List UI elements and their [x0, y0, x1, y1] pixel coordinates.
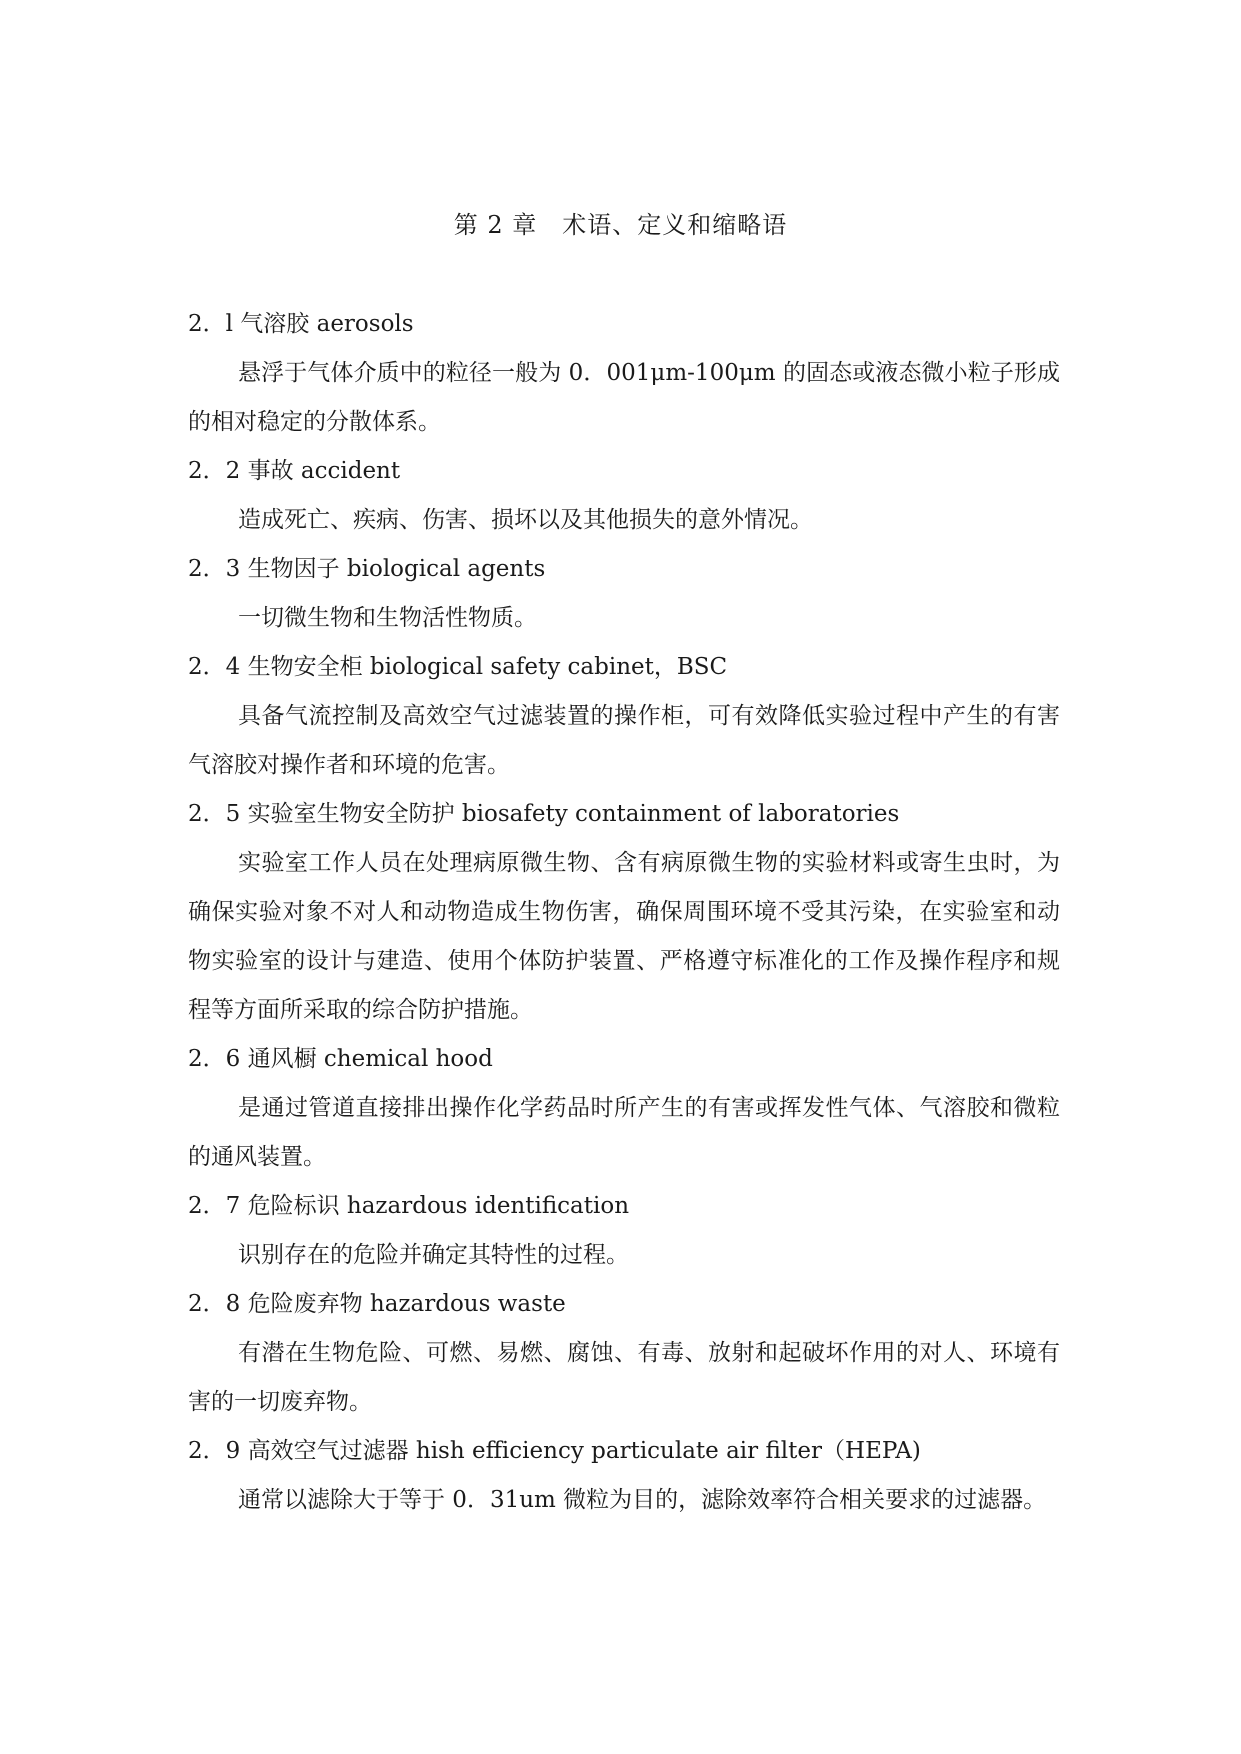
term-title: 2．2 事故 accident	[188, 458, 401, 484]
term-definition: 有潜在生物危险、可燃、易燃、腐蚀、有毒、放射和起破坏作用的对人、环境有害的一切废弃物。	[188, 1340, 1060, 1415]
term-definition: 造成死亡、疾病、伤害、损坏以及其他损失的意外情况。	[238, 507, 813, 533]
term-title: 2．7 危险标识 hazardous identification	[188, 1193, 630, 1219]
term-title: 2．8 危险废弃物 hazardous waste	[188, 1291, 566, 1317]
terms-list	[188, 300, 1060, 1525]
term-definition: 一切微生物和生物活性物质。	[238, 605, 537, 631]
term-entry-bsc	[188, 643, 1060, 790]
term-title: 2．9 高效空气过滤器 hish efficiency particulate air filter（HEPA)	[188, 1438, 921, 1464]
term-entry-hepa	[188, 1427, 1060, 1525]
term-title: 2．l 气溶胶 aerosols	[188, 311, 414, 337]
term-definition: 是通过管道直接排出操作化学药品时所产生的有害或挥发性气体、气溶胶和微粒的通风装置。	[188, 1095, 1060, 1170]
term-entry-biological-agents	[188, 545, 1060, 643]
term-definition: 识别存在的危险并确定其特性的过程。	[238, 1242, 629, 1268]
term-definition: 通常以滤除大于等于 0．31um 微粒为目的，滤除效率符合相关要求的过滤器。	[238, 1487, 1047, 1513]
term-entry-hazardous-identification	[188, 1182, 1060, 1280]
chapter-title: 第 2 章 术语、定义和缩略语	[453, 211, 788, 239]
term-title: 2．3 生物因子 biological agents	[188, 556, 546, 582]
term-title: 2．6 通风橱 chemical hood	[188, 1046, 493, 1072]
term-title: 2．4 生物安全柜 biological safety cabinet，BSC	[188, 654, 728, 680]
term-title: 2．5 实验室生物安全防护 biosafety containment of laboratories	[188, 801, 900, 827]
term-entry-biosafety-containment	[188, 790, 1060, 1035]
term-entry-accident	[188, 447, 1060, 545]
term-entry-hazardous-waste	[188, 1280, 1060, 1427]
term-definition: 实验室工作人员在处理病原微生物、含有病原微生物的实验材料或寄生虫时，为确保实验对象不对人和动物造成生物伤害，确保周围环境不受其污染，在实验室和动物实验室的设计与建造、使用个体防护装置、严格遵守标准化的工作及操作程序和规程等方面所采取的综合防护措施。	[188, 850, 1060, 1023]
term-definition: 具备气流控制及高效空气过滤装置的操作柜，可有效降低实验过程中产生的有害气溶胶对操作者和环境的危害。	[188, 703, 1060, 778]
term-entry-aerosols	[188, 300, 1060, 447]
term-entry-chemical-hood	[188, 1035, 1060, 1182]
term-definition: 悬浮于气体介质中的粒径一般为 0．001μm-100μm 的固态或液态微小粒子形成的相对稳定的分散体系。	[188, 360, 1060, 435]
